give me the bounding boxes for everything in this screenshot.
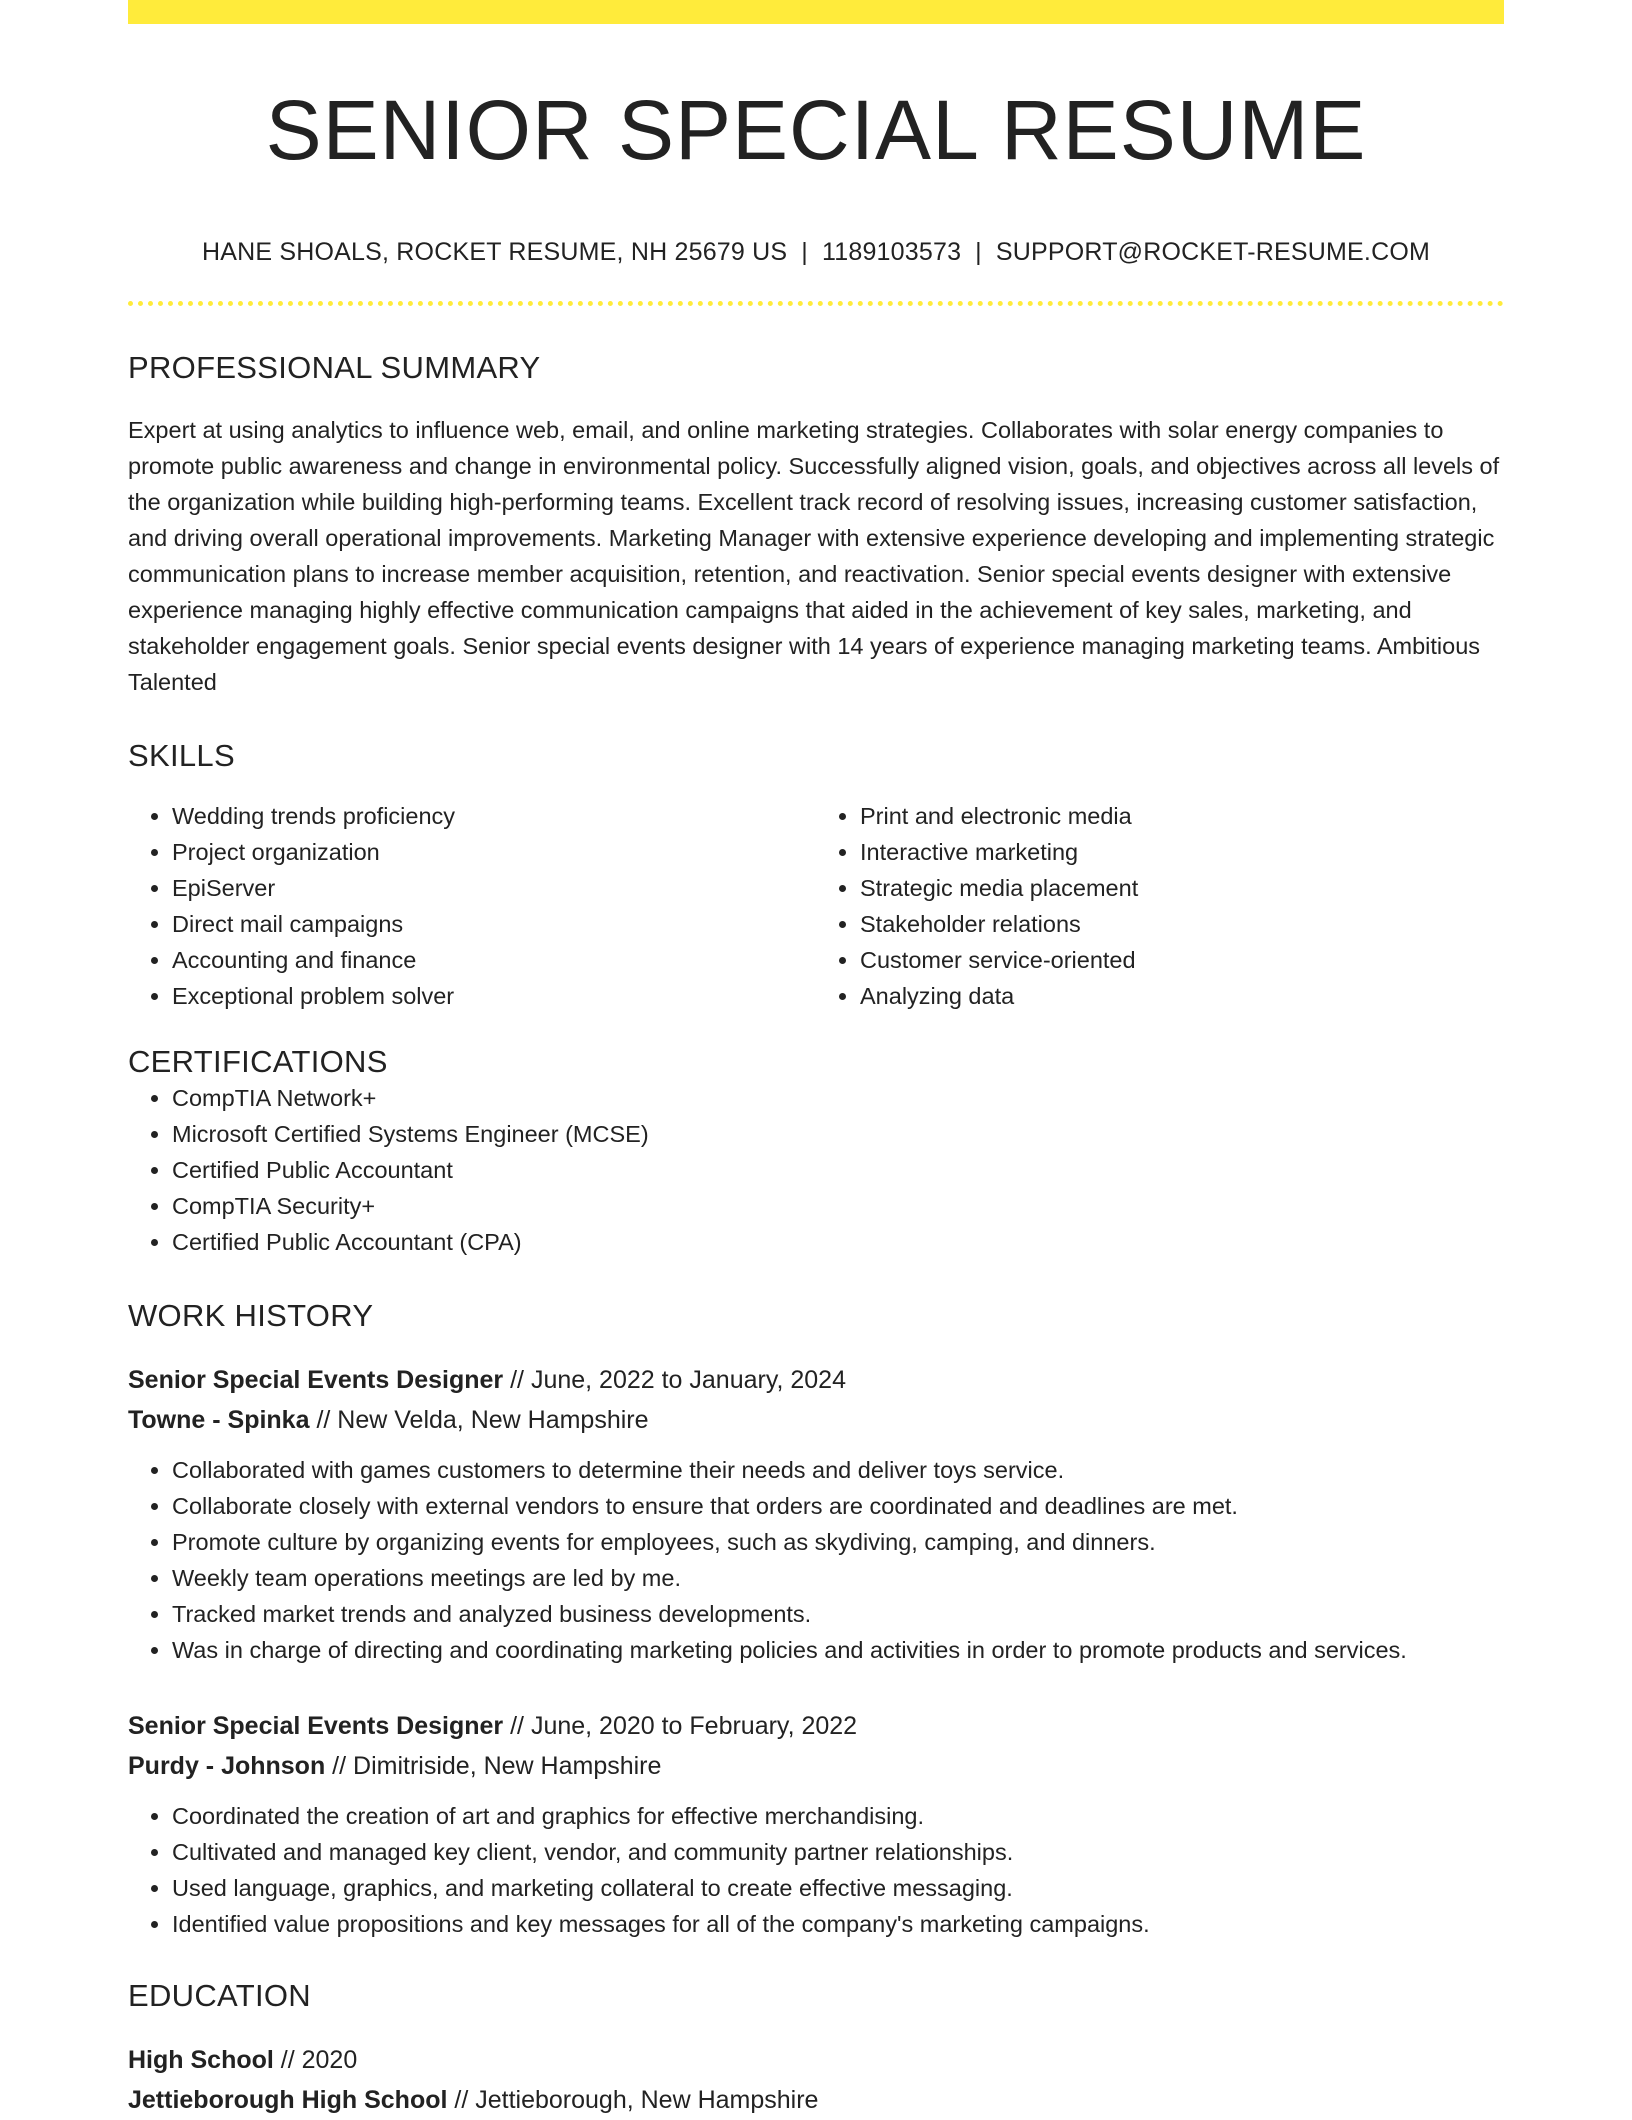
job-bullets — [128, 1798, 1504, 1942]
skill-item: • Direct mail campaigns — [172, 906, 816, 942]
skills-column-right — [816, 798, 1504, 1014]
contact-address: HANE SHOALS, ROCKET RESUME, NH 25679 US — [201, 238, 788, 267]
skill-item: • Project organization — [172, 834, 816, 870]
skill-item: • Analyzing data — [860, 978, 1504, 1014]
contact-phone: 1189103573 — [821, 238, 962, 267]
job-role-line — [128, 1360, 1504, 1400]
dotted-divider — [128, 301, 1504, 306]
education-school: Jettieborough High School — [128, 2086, 448, 2115]
job-dates: // June, 2022 to January, 2024 — [503, 1366, 846, 1395]
education-school-line — [128, 2080, 1504, 2120]
skills-column-left — [128, 798, 816, 1014]
job-bullet: • Collaborate closely with external vendors to ensure that orders are coordinated and deadlines are met. — [172, 1488, 1504, 1524]
certification-item: • Certified Public Accountant (CPA) — [172, 1224, 1504, 1260]
education-location: // Jettieborough, New Hampshire — [447, 2086, 819, 2115]
skill-item: • Customer service-oriented — [860, 942, 1504, 978]
job-bullet: • Collaborated with games customers to determine their needs and deliver toys service. — [172, 1452, 1504, 1488]
job-role-line — [128, 1706, 1504, 1746]
resume-page — [128, 0, 1504, 2120]
job-bullet: • Coordinated the creation of art and graphics for effective merchandising. — [172, 1798, 1504, 1834]
job-location: // New Velda, New Hampshire — [309, 1406, 649, 1435]
job-entry — [128, 1360, 1504, 1668]
job-bullet: • Weekly team operations meetings are led by me. — [172, 1560, 1504, 1596]
skills-heading: SKILLS — [128, 738, 235, 774]
skill-item: • Interactive marketing — [860, 834, 1504, 870]
job-bullet: • Identified value propositions and key messages for all of the company's marketing campaigns. — [172, 1906, 1504, 1942]
job-role: Senior Special Events Designer — [128, 1366, 504, 1395]
certifications-list — [128, 1080, 1504, 1260]
certification-item: • CompTIA Security+ — [172, 1188, 1504, 1224]
job-bullet: • Used language, graphics, and marketing collateral to create effective messaging. — [172, 1870, 1504, 1906]
job-company-line — [128, 1400, 1504, 1440]
job-dates: // June, 2020 to February, 2022 — [503, 1712, 858, 1741]
job-entry — [128, 1706, 1504, 1942]
job-bullet: • Cultivated and managed key client, vendor, and community partner relationships. — [172, 1834, 1504, 1870]
contact-separator: | — [801, 238, 808, 267]
skill-item: • Strategic media placement — [860, 870, 1504, 906]
certification-item: • Microsoft Certified Systems Engineer (MCSE) — [172, 1116, 1504, 1152]
resume-title: SENIOR SPECIAL RESUME — [265, 83, 1367, 177]
certifications-heading: CERTIFICATIONS — [128, 1044, 388, 1080]
contact-email: SUPPORT@ROCKET-RESUME.COM — [995, 238, 1431, 267]
education-entry — [128, 2040, 1504, 2120]
certification-item: • Certified Public Accountant — [172, 1152, 1504, 1188]
summary-heading: PROFESSIONAL SUMMARY — [128, 350, 541, 386]
accent-bar — [128, 0, 1504, 24]
job-bullet: • Was in charge of directing and coordinating marketing policies and activities in order to promote products and services. — [172, 1632, 1504, 1668]
education-year: // 2020 — [273, 2046, 358, 2075]
work-history-heading: WORK HISTORY — [128, 1298, 374, 1334]
education-heading: EDUCATION — [128, 1978, 311, 2014]
job-bullet: • Promote culture by organizing events for employees, such as skydiving, camping, and dinners. — [172, 1524, 1504, 1560]
contact-line — [128, 238, 1504, 267]
skill-item: • Accounting and finance — [172, 942, 816, 978]
skill-item: • Print and electronic media — [860, 798, 1504, 834]
skill-item: • Wedding trends proficiency — [172, 798, 816, 834]
certification-item: • CompTIA Network+ — [172, 1080, 1504, 1116]
job-company: Purdy - Johnson — [128, 1752, 326, 1781]
job-company: Towne - Spinka — [128, 1406, 310, 1435]
education-degree: High School — [128, 2046, 274, 2075]
skill-item: • EpiServer — [172, 870, 816, 906]
job-role: Senior Special Events Designer — [128, 1712, 504, 1741]
education-degree-line — [128, 2040, 1504, 2080]
skill-item: • Stakeholder relations — [860, 906, 1504, 942]
skills-list — [128, 798, 1504, 1014]
job-bullets — [128, 1452, 1504, 1668]
job-location: // Dimitriside, New Hampshire — [325, 1752, 662, 1781]
skill-item: • Exceptional problem solver — [172, 978, 816, 1014]
job-bullet: • Tracked market trends and analyzed business developments. — [172, 1596, 1504, 1632]
contact-separator: | — [975, 238, 982, 267]
summary-text: Expert at using analytics to influence web, email, and online marketing strategies. Collaborates with solar energy companies to promote public awareness and change in environmental policy. Successfully aligned vision, goals, and objectives across all levels of the organization while building high-performing teams. Excellent track record of resolving issues, increasing customer satisfaction, and driving overall operational improvements. Marketing Manager with extensive experience developing and implementing strategic communication plans to increase member acquisition, retention, and reactivation. Senior special events designer with extensive experience managing highly effective communication campaigns that aided in the achievement of key sales, marketing, and stakeholder engagement goals. Senior special events designer with 14 years of experience managing marketing teams. Ambitious Talented — [128, 417, 1500, 696]
job-company-line — [128, 1746, 1504, 1786]
